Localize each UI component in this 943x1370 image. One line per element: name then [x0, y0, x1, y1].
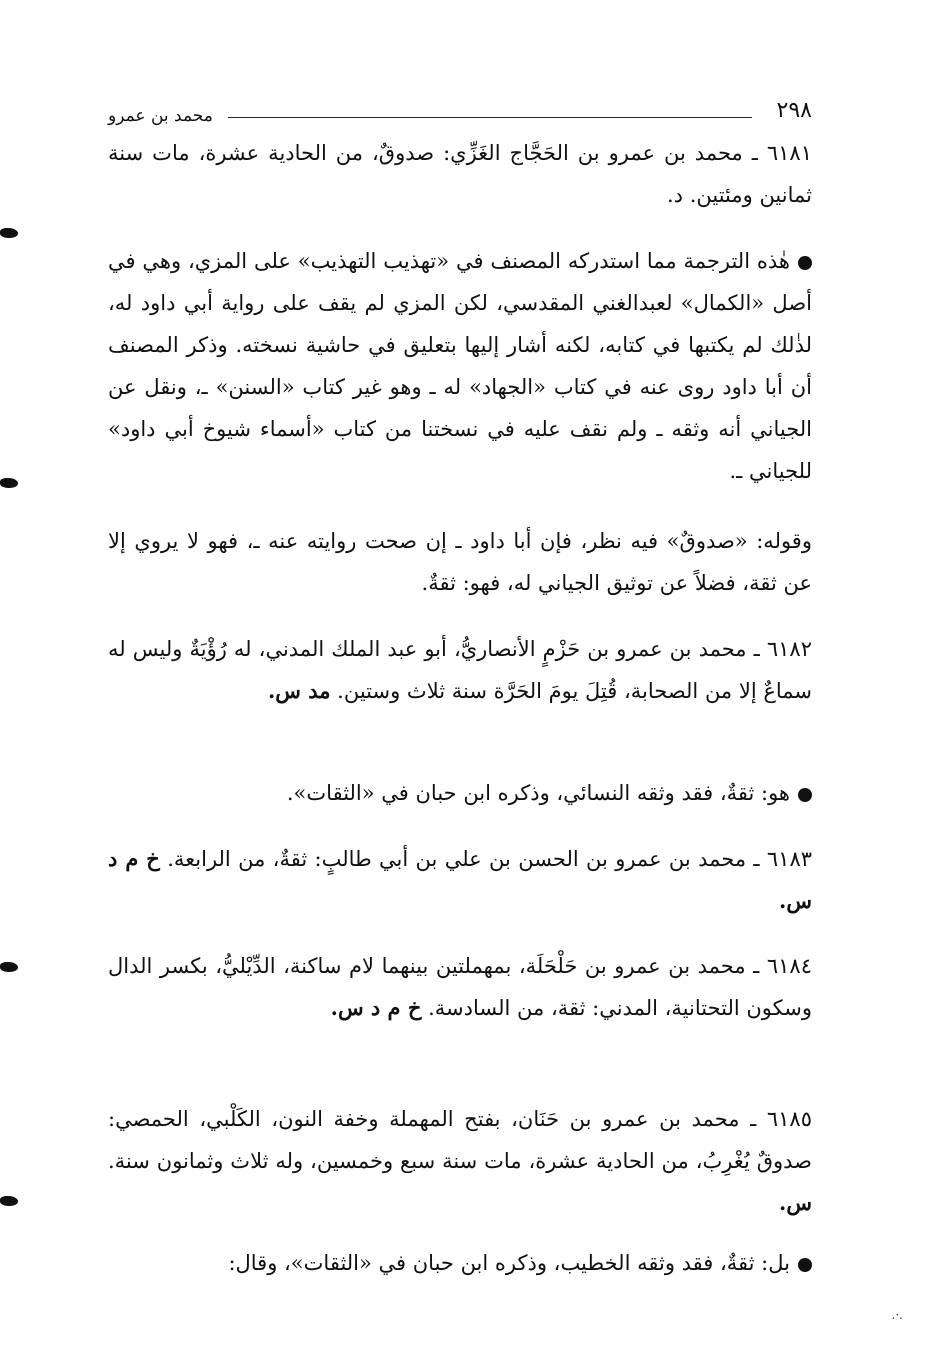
- entry-text: ٦١٨٥ ـ محمد بن عمرو بن حَنَان، بفتح المهملة وخفة النون، الكَلْبي، الحمصي: صدوقٌ يُغْرِبُ، من الحادية عشرة، مات سنة سبع وخمسين، وله ثلاث وثمانون سنة.: [108, 1107, 812, 1173]
- entry-symbols: س.: [779, 1190, 812, 1215]
- header-rule: [228, 117, 752, 118]
- entry-6181-note: [108, 240, 812, 492]
- entry-text: ٦١٨١ ـ محمد بن عمرو بن الحَجَّاج الغَزِّي: صدوقٌ، من الحادية عشرة، مات سنة ثمانين ومئتين. د.: [108, 141, 812, 207]
- entry-6182-note: [108, 772, 812, 814]
- page-number: ٢٩٨: [776, 98, 812, 123]
- entry-6184: [108, 945, 812, 1029]
- entry-symbols: مد س.: [267, 678, 331, 703]
- entry-6185: [108, 1098, 812, 1224]
- scan-mark: [0, 478, 18, 488]
- entry-6185-note: [108, 1242, 812, 1284]
- entry-text: ٦١٨٤ ـ محمد بن عمرو بن حَلْحَلَة، بمهملتين بينهما لام ساكنة، الدِّيْليُّ، بكسر الدال وسكون التحتانية، المدني: ثقة، من السادسة.: [108, 954, 812, 1020]
- bullet-icon: [798, 1258, 812, 1272]
- entry-6182: [108, 628, 812, 712]
- page-header: [108, 98, 812, 132]
- note-text: هو: ثقةٌ، فقد وثقه النسائي، وذكره ابن حبان في «الثقات».: [286, 781, 790, 805]
- bullet-icon: [798, 256, 812, 270]
- entry-6183: [108, 838, 812, 922]
- entry-text: ٦١٨٣ ـ محمد بن عمرو بن الحسن بن علي بن أبي طالبٍ: ثقةٌ، من الرابعة.: [167, 847, 813, 871]
- note-text: هٰذه الترجمة مما استدركه المصنف في «تهذيب التهذيب» على المزي، وهي في أصل «الكمال» لعبدالغني المقدسي، لكن المزي لم يقف على رواية أبي داود له، لذٰلك لم يكتبها في كتابه، لكنه أشار إليها بتعليق في حاشية نسخته. وذكر المصنف أن أبا داود روى عنه في كتاب «الجهاد» له ـ وهو غير كتاب «السنن» ـ، ونقل عن الجياني أنه وثقه ـ ولم نقف عليه في نسختنا من كتاب «أسماء شيوخ أبي داود» للجياني ـ.: [108, 249, 812, 483]
- bullet-icon: [798, 788, 812, 802]
- note-text: وقوله: «صدوقٌ» فيه نظر، فإن أبا داود ـ إن صحت روايته عنه ـ، فهو لا يروي إلا عن ثقة، فضلاً عن توثيق الجياني له، فهو: ثقةٌ.: [108, 529, 812, 595]
- entry-6181: [108, 132, 812, 216]
- running-title: محمد بن عمرو: [108, 106, 213, 126]
- entry-symbols: خ م د س.: [108, 846, 812, 913]
- entry-6181-note-2: [108, 520, 812, 604]
- entry-symbols: خ م د س.: [330, 995, 422, 1020]
- scan-mark: [0, 228, 18, 238]
- scan-mark: [0, 962, 18, 972]
- scan-dots: .·.: [891, 1308, 903, 1322]
- scan-mark: [0, 1196, 18, 1206]
- entry-text: ٦١٨٢ ـ محمد بن عمرو بن حَزْمٍ الأنصاريُّ، أبو عبد الملك المدني، له رُؤْيَةٌ وليس له سماعٌ إلا من الصحابة، قُتِلَ يومَ الحَرَّة سنة ثلاث وستين.: [108, 637, 812, 703]
- note-text: بل: ثقةٌ، فقد وثقه الخطيب، وذكره ابن حبان في «الثقات»، وقال:: [228, 1251, 790, 1275]
